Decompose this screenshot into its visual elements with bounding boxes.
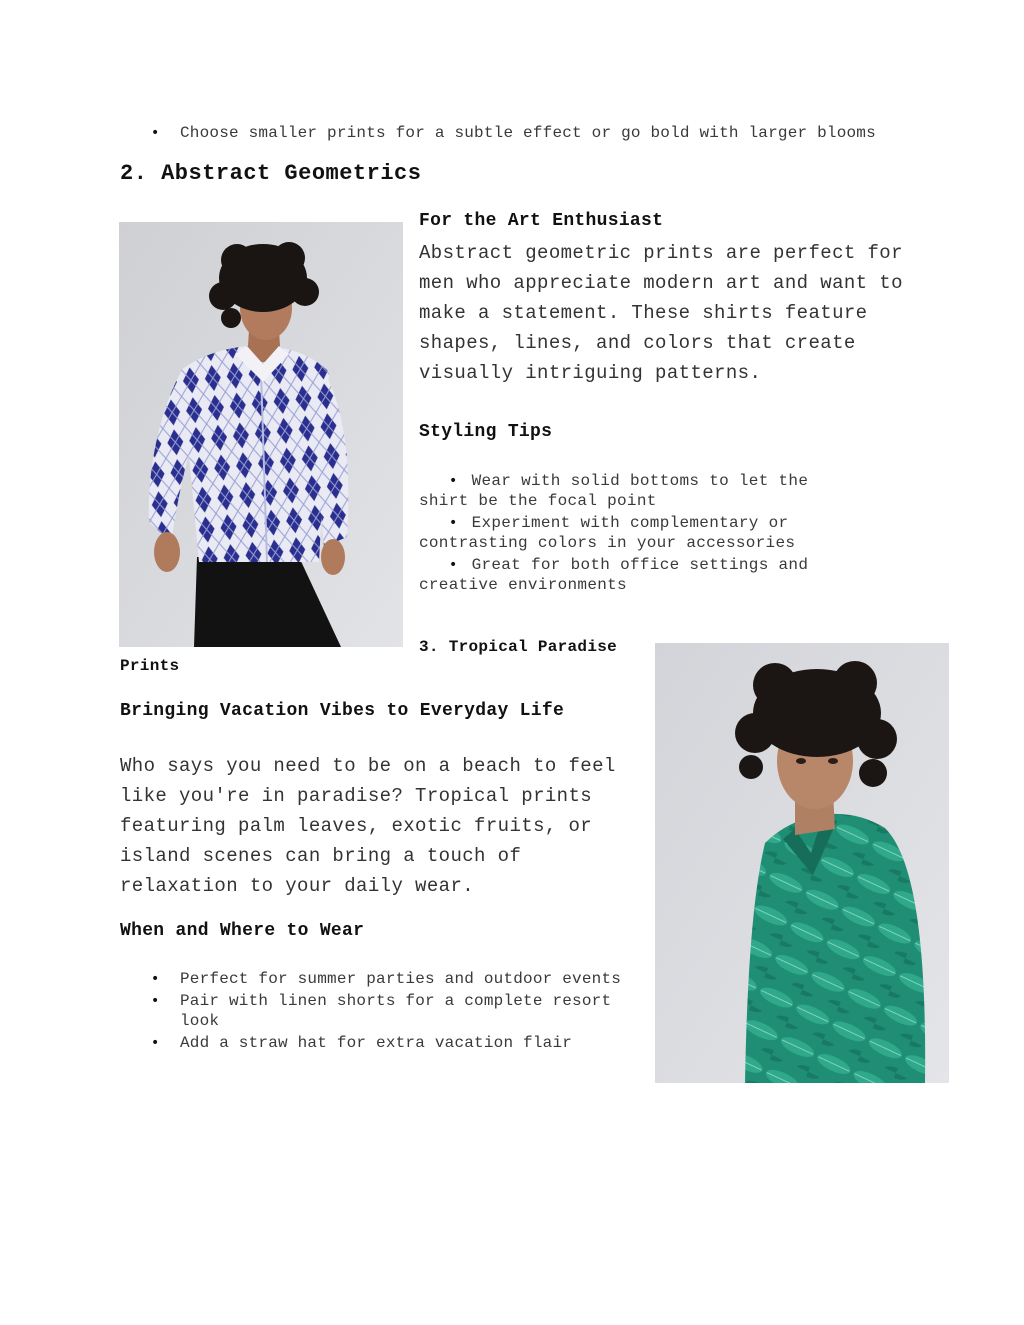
list-item: • Experiment with complementary or contrasting colors in your accessories — [419, 514, 796, 552]
when-and-where-heading: When and Where to Wear — [120, 921, 365, 941]
styling-tips-heading: Styling Tips — [419, 422, 553, 442]
section-heading-abstract-geometrics: 2. Abstract Geometrics — [120, 161, 422, 186]
model-figure-illustration — [655, 643, 949, 1083]
subheading-vacation-vibes: Bringing Vacation Vibes to Everyday Life — [120, 701, 565, 721]
list-item: • Add a straw hat for extra vacation flair — [151, 1034, 573, 1052]
tropical-paradise-paragraph: Who says you need to be on a beach to feel like you're in paradise? Tropical prints featuring palm leaves, exotic fruits, or island scenes can bring a touch of relaxation to your daily wear. — [120, 755, 616, 897]
abstract-geometric-shirt-photo — [119, 222, 403, 647]
section-heading-tropical-paradise-continued: Prints — [120, 657, 180, 675]
subheading-art-enthusiast: For the Art Enthusiast — [419, 211, 664, 231]
list-item: • Wear with solid bottoms to let the shirt be the focal point — [419, 472, 809, 510]
when-where-list — [120, 969, 630, 1055]
section-heading-tropical-paradise: 3. Tropical Paradise — [419, 638, 618, 656]
abstract-geometrics-paragraph: Abstract geometric prints are perfect for men who appreciate modern art and want to make a statement. These shirts feature shapes, lines, and colors that create visually intriguing patterns. — [419, 242, 903, 384]
intro-bullet-list — [120, 123, 920, 145]
tropical-print-shirt-photo — [655, 643, 949, 1083]
list-item: • Perfect for summer parties and outdoor events — [151, 970, 622, 988]
styling-tips-list — [419, 471, 859, 597]
list-item: • Great for both office settings and creative environments — [419, 556, 809, 594]
list-item: • Choose smaller prints for a subtle effect or go bold with larger blooms — [151, 124, 876, 142]
model-figure-illustration — [119, 222, 403, 647]
list-item: • Pair with linen shorts for a complete resort look — [151, 992, 612, 1030]
